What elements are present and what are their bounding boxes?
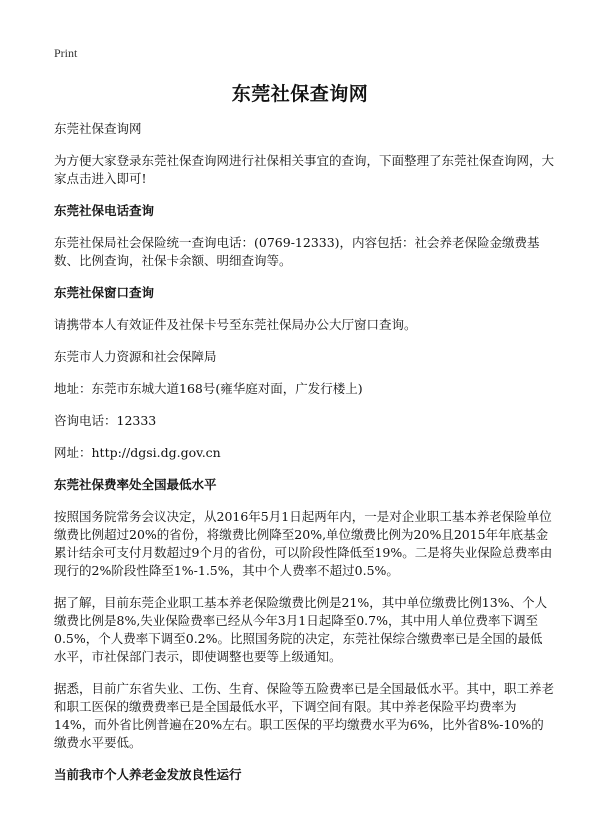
bureau-website: 网址：http://dgsi.dg.gov.cn [54, 445, 221, 460]
bureau-phone: 咨询电话：12333 [54, 413, 157, 428]
rates-paragraph-3: 据悉，目前广东省失业、工伤、生育、保险等五险费率已是全国最低水平。其中，职工养老和职工医保的缴费费率已是全国最低水平，下调空间有限。其中养老保险平均费率为14%，而外省比例普遍在20%左右。职工医保的平均缴费水平为6%，比外省8%-10%的缴费水平要低。 [54, 681, 555, 750]
section-heading-rates: 东莞社保费率处全国最低水平 [54, 477, 217, 492]
section-heading-window: 东莞社保窗口查询 [54, 285, 155, 300]
window-paragraph: 请携带本人有效证件及社保卡号至东莞社保局办公大厅窗口查询。 [54, 317, 417, 332]
section-heading-phone: 东莞社保电话查询 [54, 203, 155, 218]
rates-paragraph-2: 据了解，目前东莞企业职工基本养老保险缴费比例是21%，其中单位缴费比例13%、个人缴费比例是8%,失业保险费率已经从今年3月1日起降至0.7%，其中用人单位费率下调至0.5%，个人费率下调至0.2%。比照国务院的决定，东莞社保综合缴费率已是全国的最低水平，市社保部门表示，即使调整也要等上级通知。 [54, 595, 548, 664]
article-subtitle: 东莞社保查询网 [54, 121, 142, 136]
bureau-name: 东莞市人力资源和社会保障局 [54, 349, 217, 364]
page-title: 东莞社保查询网 [231, 83, 369, 105]
intro-paragraph: 为方便大家登录东莞社保查询网进行社保相关事宜的查询，下面整理了东莞社保查询网，大家点击进入即可! [54, 153, 555, 186]
section-heading-pension: 当前我市个人养老金发放良性运行 [54, 767, 242, 782]
article-body [54, 120, 554, 798]
rates-paragraph-1: 按照国务院常务会议决定，从2016年5月1日起两年内，一是对企业职工基本养老保险单位缴费比例超过20%的省份，将缴费比例降至20%,单位缴费比例为20%且2015年年底基金累计结余可支付月数超过9个月的省份，可以阶段性降低至19%。二是将失业保险总费率由现行的2%阶段性降至1%-1.5%，其中个人费率不超过0.5%。 [54, 509, 553, 578]
phone-paragraph: 东莞社保局社会保险统一查询电话：(0769-12333)，内容包括：社会养老保险金缴费基数、比例查询，社保卡余额、明细查询等。 [54, 235, 540, 268]
bureau-address: 地址：东莞市东城大道168号(雍华庭对面，广发行楼上) [54, 381, 363, 396]
print-label: Print [54, 46, 78, 60]
